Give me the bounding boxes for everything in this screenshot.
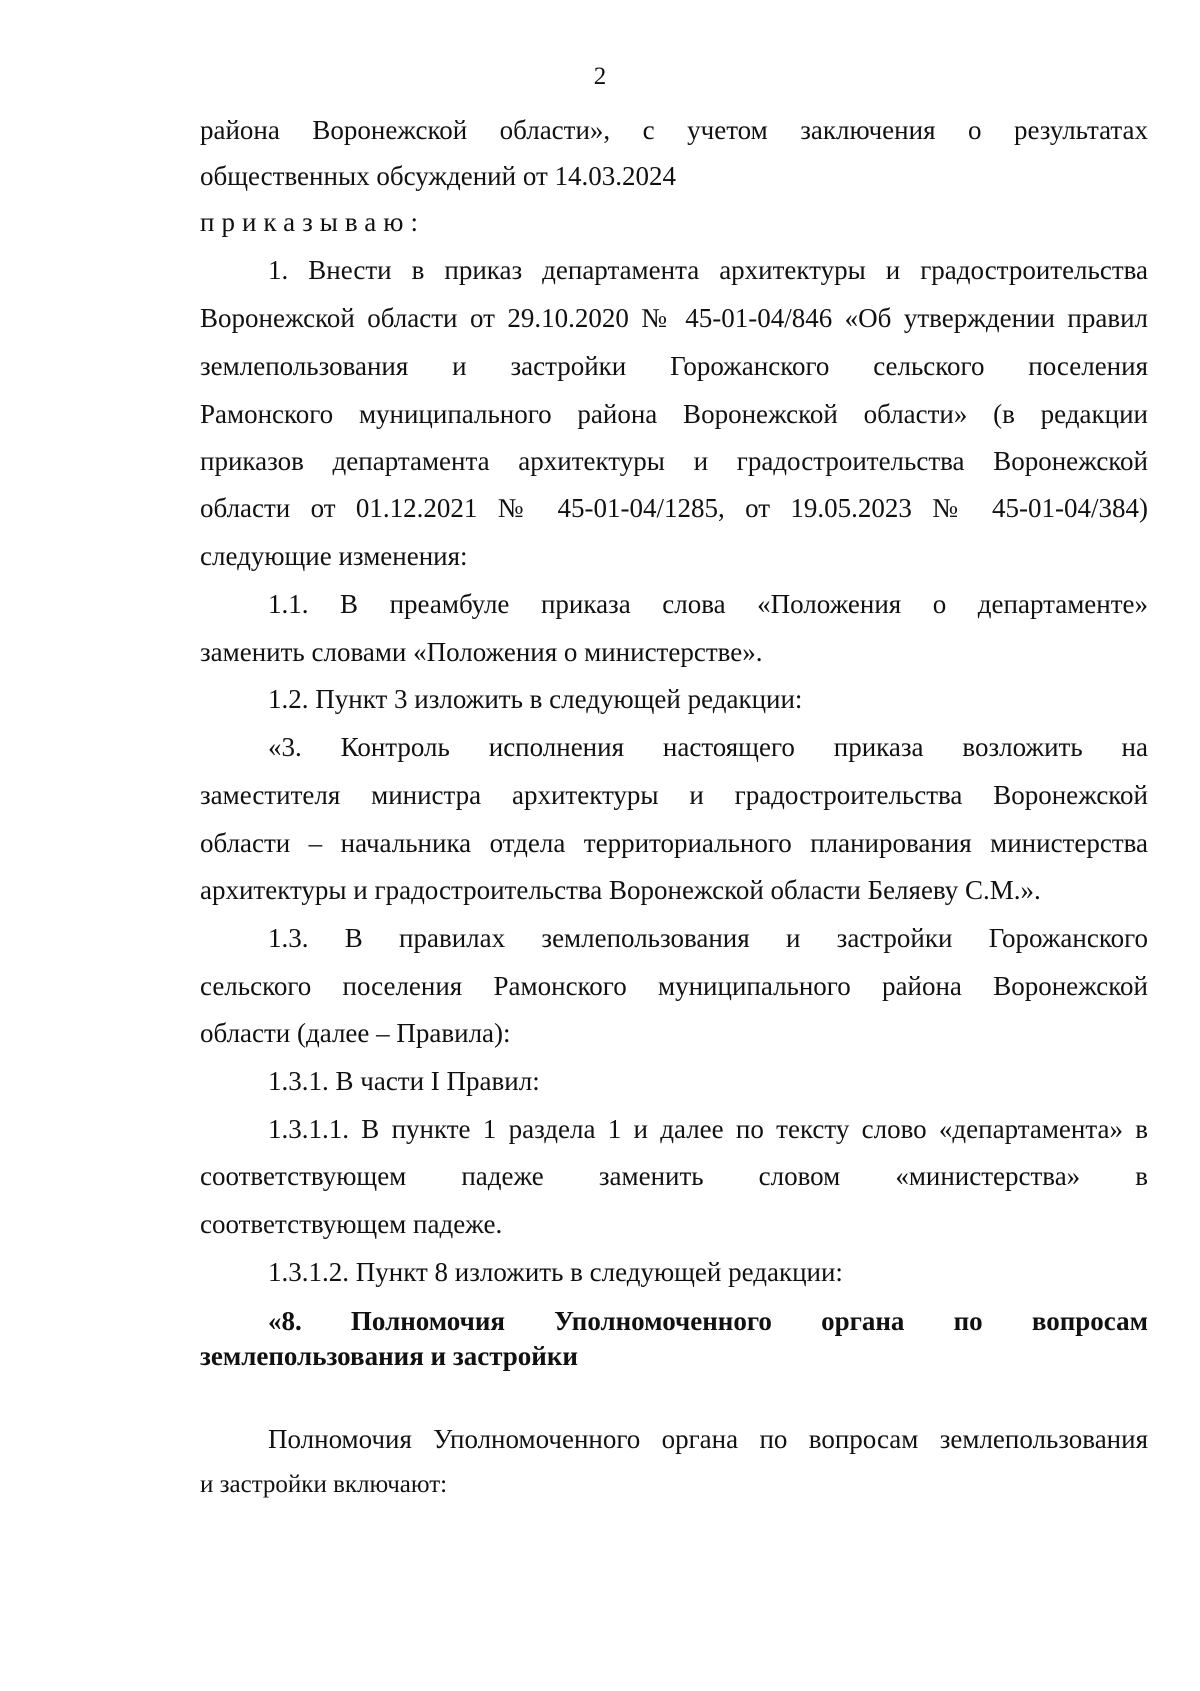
text-line: 1.3.1.2. Пункт 8 изложить в следующей редакции: xyxy=(268,1257,843,1287)
text-line: сельского поселения Рамонского муниципального района Воронежской xyxy=(200,971,1148,1001)
text-line: 1. Внести в приказ департамента архитектуры и градостроительства xyxy=(268,255,1148,285)
text-line: заместителя министра архитектуры и градостроительства Воронежской xyxy=(200,780,1148,810)
text-line: Рамонского муниципального района Воронежской области» (в редакции xyxy=(200,399,1148,429)
text-line: 1.3.1.1. В пункте 1 раздела 1 и далее по тексту слово «департамента» в xyxy=(268,1114,1148,1144)
text-line: 1.3. В правилах землепользования и застройки Горожанского xyxy=(268,923,1148,953)
text-line: области от 01.12.2021 № 45-01-04/1285, от 19.05.2023 № 45-01-04/384) xyxy=(200,493,1148,523)
text-line: 1.1. В преамбуле приказа слова «Положения о департаменте» xyxy=(268,589,1148,619)
section-heading: землепользования и застройки xyxy=(200,1341,578,1371)
text-line: Полномочия Уполномоченного органа по вопросам землепользования xyxy=(268,1424,1148,1454)
text-line: приказываю: xyxy=(200,207,425,237)
text-line: заменить словами «Положения о министерстве». xyxy=(200,637,763,667)
text-line: 1.2. Пункт 3 изложить в следующей редакции: xyxy=(268,684,803,714)
section-heading: «8. Полномочия Уполномоченного органа по вопросам xyxy=(268,1306,1148,1336)
text-line: 1.3.1. В части I Правил: xyxy=(268,1066,540,1096)
text-line: «3. Контроль исполнения настоящего приказа возложить на xyxy=(268,732,1148,762)
text-line: области – начальника отдела территориального планирования министерства xyxy=(200,828,1148,858)
page-number: 2 xyxy=(593,63,607,90)
text-line: соответствующем падеже. xyxy=(200,1209,503,1239)
text-line: и застройки включают: xyxy=(200,1471,448,1498)
text-line: землепользования и застройки Горожанского сельского поселения xyxy=(200,351,1148,381)
text-line: общественных обсуждений от 14.03.2024 xyxy=(200,161,677,191)
text-line: архитектуры и градостроительства Воронежской области Беляеву С.М.». xyxy=(200,875,1041,905)
text-line: приказов департамента архитектуры и градостроительства Воронежской xyxy=(200,446,1148,476)
text-line: района Воронежской области», с учетом заключения о результатах xyxy=(200,115,1148,145)
text-line: области (далее – Правила): xyxy=(200,1018,511,1048)
text-line: следующие изменения: xyxy=(200,541,468,571)
text-line: соответствующем падеже заменить словом «министерства» в xyxy=(200,1161,1148,1191)
text-line: Воронежской области от 29.10.2020 № 45-01-04/846 «Об утверждении правил xyxy=(200,303,1148,333)
